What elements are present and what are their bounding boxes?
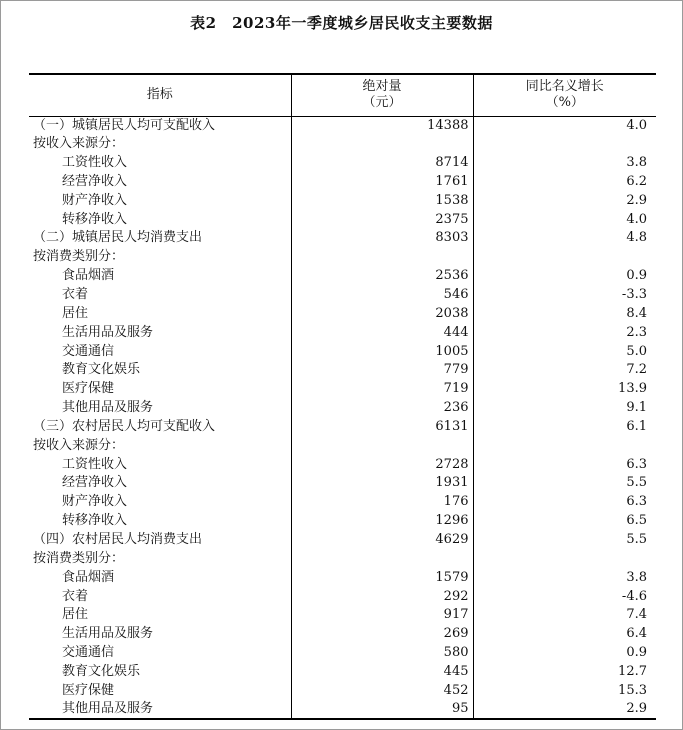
table-row <box>29 342 656 361</box>
row-growth-value: 5.0 <box>473 342 656 361</box>
row-label: 食品烟酒 <box>62 569 115 585</box>
row-absolute-value: 95 <box>291 700 473 719</box>
row-absolute-value: 444 <box>291 323 473 342</box>
row-label: （四）农村居民人均消费支出 <box>33 531 203 547</box>
row-absolute-value: 8714 <box>291 154 473 173</box>
row-absolute-value: 546 <box>291 286 473 305</box>
row-absolute-value <box>291 248 473 267</box>
table-row <box>29 455 656 474</box>
table-row <box>29 173 656 192</box>
row-label: 经营净收入 <box>62 173 128 189</box>
row-absolute-value: 2728 <box>291 455 473 474</box>
table-row <box>29 474 656 493</box>
row-label: 衣着 <box>62 287 89 303</box>
row-label: 居住 <box>62 305 89 321</box>
table-title: 表2 2023年一季度城乡居民收支主要数据 <box>190 14 493 32</box>
row-growth-value: 4.0 <box>473 116 656 135</box>
row-label: 生活用品及服务 <box>62 324 154 340</box>
table-row <box>29 154 656 173</box>
table-row <box>29 568 656 587</box>
table-row <box>29 531 656 550</box>
row-absolute-value: 1296 <box>291 512 473 531</box>
row-growth-value: -3.3 <box>473 286 656 305</box>
row-absolute-value: 719 <box>291 380 473 399</box>
row-growth-value: 6.1 <box>473 418 656 437</box>
header-growth <box>473 74 656 116</box>
row-label: 食品烟酒 <box>62 268 115 284</box>
row-absolute-value: 6131 <box>291 418 473 437</box>
header-absolute <box>291 74 473 116</box>
table-row <box>29 304 656 323</box>
row-growth-value: 4.8 <box>473 229 656 248</box>
table-row <box>29 606 656 625</box>
row-growth-value: -4.6 <box>473 587 656 606</box>
table-row <box>29 512 656 531</box>
row-growth-value: 13.9 <box>473 380 656 399</box>
table-row <box>29 399 656 418</box>
row-absolute-value: 14388 <box>291 116 473 135</box>
row-growth-value: 6.5 <box>473 512 656 531</box>
row-absolute-value: 1931 <box>291 474 473 493</box>
row-label: 医疗保健 <box>62 381 115 397</box>
table-body <box>29 116 656 719</box>
table-row <box>29 361 656 380</box>
row-growth-value: 12.7 <box>473 662 656 681</box>
row-growth-value: 2.9 <box>473 700 656 719</box>
row-label: 教育文化娱乐 <box>62 663 141 679</box>
row-label: 教育文化娱乐 <box>62 362 141 378</box>
table-row <box>29 681 656 700</box>
row-absolute-value: 4629 <box>291 531 473 550</box>
table-row <box>29 493 656 512</box>
row-label: 财产净收入 <box>62 192 128 208</box>
row-label: 工资性收入 <box>62 155 128 171</box>
row-label: 转移净收入 <box>62 211 128 227</box>
row-absolute-value: 2038 <box>291 304 473 323</box>
table-row <box>29 286 656 305</box>
row-growth-value: 4.0 <box>473 210 656 229</box>
row-growth-value: 2.9 <box>473 191 656 210</box>
row-label: 衣着 <box>62 588 89 604</box>
row-growth-value <box>473 135 656 154</box>
table-header-row <box>29 74 656 116</box>
table-row <box>29 135 656 154</box>
row-label: 工资性收入 <box>62 456 128 472</box>
row-absolute-value <box>291 135 473 154</box>
table-row <box>29 380 656 399</box>
row-absolute-value: 269 <box>291 625 473 644</box>
row-label: 按消费类别分： <box>33 550 125 566</box>
header-growth-label: 同比名义增长 <box>525 79 604 95</box>
row-label: 其他用品及服务 <box>62 400 154 416</box>
row-label: 按收入来源分： <box>33 437 125 453</box>
row-growth-value: 0.9 <box>473 267 656 286</box>
row-absolute-value: 779 <box>291 361 473 380</box>
row-growth-value: 9.1 <box>473 399 656 418</box>
row-absolute-value: 1761 <box>291 173 473 192</box>
row-label: （一）城镇居民人均可支配收入 <box>33 117 216 133</box>
table-row <box>29 191 656 210</box>
row-label: （二）城镇居民人均消费支出 <box>33 230 203 246</box>
row-absolute-value: 2375 <box>291 210 473 229</box>
income-expenditure-table <box>29 73 656 720</box>
row-absolute-value: 2536 <box>291 267 473 286</box>
row-absolute-value: 1005 <box>291 342 473 361</box>
row-label: 居住 <box>62 607 89 623</box>
header-indicator: 指标 <box>29 74 291 116</box>
header-absolute-unit: （元） <box>362 95 402 111</box>
row-growth-value: 5.5 <box>473 531 656 550</box>
row-growth-value: 5.5 <box>473 474 656 493</box>
row-growth-value: 6.3 <box>473 455 656 474</box>
row-absolute-value: 445 <box>291 662 473 681</box>
row-absolute-value: 176 <box>291 493 473 512</box>
row-growth-value: 7.2 <box>473 361 656 380</box>
row-absolute-value: 580 <box>291 644 473 663</box>
table-row <box>29 248 656 267</box>
table-row <box>29 229 656 248</box>
table-row <box>29 644 656 663</box>
row-absolute-value: 917 <box>291 606 473 625</box>
row-label: 经营净收入 <box>62 475 128 491</box>
row-absolute-value <box>291 436 473 455</box>
table-row <box>29 700 656 719</box>
row-growth-value: 2.3 <box>473 323 656 342</box>
table-row <box>29 210 656 229</box>
row-absolute-value: 292 <box>291 587 473 606</box>
row-growth-value: 3.8 <box>473 154 656 173</box>
table-row <box>29 116 656 135</box>
row-growth-value <box>473 248 656 267</box>
row-label: 其他用品及服务 <box>29 700 291 719</box>
row-absolute-value: 1579 <box>291 568 473 587</box>
table-row <box>29 267 656 286</box>
table-row <box>29 549 656 568</box>
table-row <box>29 436 656 455</box>
row-growth-value <box>473 436 656 455</box>
row-growth-value: 6.4 <box>473 625 656 644</box>
row-label: 交通通信 <box>62 343 115 359</box>
header-growth-unit: （%） <box>545 95 584 111</box>
row-label: 按消费类别分： <box>33 249 125 265</box>
row-absolute-value: 1538 <box>291 191 473 210</box>
table-row <box>29 625 656 644</box>
row-growth-value: 15.3 <box>473 681 656 700</box>
row-absolute-value <box>291 549 473 568</box>
row-label: 生活用品及服务 <box>62 626 154 642</box>
row-label: 财产净收入 <box>62 494 128 510</box>
row-label: 转移净收入 <box>62 513 128 529</box>
row-absolute-value: 236 <box>291 399 473 418</box>
table-row <box>29 587 656 606</box>
row-growth-value: 6.3 <box>473 493 656 512</box>
row-growth-value: 8.4 <box>473 304 656 323</box>
table-row <box>29 323 656 342</box>
row-growth-value: 3.8 <box>473 568 656 587</box>
row-label: 按收入来源分： <box>33 136 125 152</box>
row-label: 医疗保健 <box>62 682 115 698</box>
row-label: （三）农村居民人均可支配收入 <box>33 418 216 434</box>
row-growth-value: 6.2 <box>473 173 656 192</box>
row-growth-value: 7.4 <box>473 606 656 625</box>
row-absolute-value: 8303 <box>291 229 473 248</box>
row-absolute-value: 452 <box>291 681 473 700</box>
table-row <box>29 662 656 681</box>
row-label: 交通通信 <box>62 645 115 661</box>
row-growth-value: 0.9 <box>473 644 656 663</box>
table-row <box>29 418 656 437</box>
header-absolute-label: 绝对量 <box>362 79 402 95</box>
row-growth-value <box>473 549 656 568</box>
